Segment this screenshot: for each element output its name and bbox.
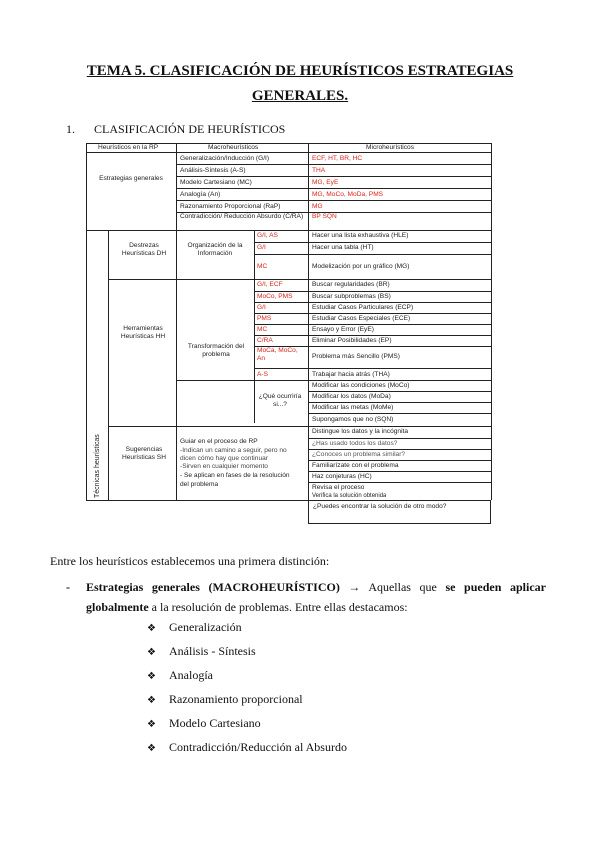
list-item: ❖ Contradicción/Reducción al Absurdo xyxy=(147,740,347,754)
paragraph xyxy=(66,577,546,617)
list-item: ❖ Análisis - Síntesis xyxy=(147,644,256,658)
list-item: ❖ Razonamiento proporcional xyxy=(147,692,303,706)
diamond-bullet-icon: ❖ xyxy=(147,671,156,682)
strategy-micro: MG xyxy=(312,203,323,210)
herramienta-micro: Estudiar Casos Particulares (ECP) xyxy=(312,304,414,311)
destrezas-macro: Organización de la Información xyxy=(187,242,243,257)
strategy-micro: MG, MoCo, MoDa, PMS xyxy=(312,191,384,198)
document-title-line-1: TEMA 5. CLASIFICACIÓN DE HEURÍSTICOS ESTRATEGIAS xyxy=(86,63,514,79)
herramientas-macro-2: ¿Qué ocurriría si...? xyxy=(258,393,302,408)
sugerencia-micro: Familiarízate con el problema xyxy=(312,462,399,469)
sugerencias-label: Sugerencias Heurísticas SH xyxy=(122,446,166,461)
paragraph-rest: a la resolución de problemas. Entre ellas destacamos: xyxy=(148,600,408,614)
diamond-bullet-icon: ❖ xyxy=(147,695,156,706)
destreza-code: MC xyxy=(257,263,268,270)
list-item: ❖ Modelo Cartesiano xyxy=(147,716,261,730)
strategy-micro: MG, EyE xyxy=(312,179,339,186)
herramientas-macro: Transformación del problema xyxy=(187,343,245,358)
herramienta-micro: Buscar subproblemas (BS) xyxy=(312,293,391,300)
herramienta-code: G/I, ECF xyxy=(257,281,283,288)
vertical-label: Técnicas heurísticas xyxy=(94,434,101,498)
diamond-bullet-icon: ❖ xyxy=(147,743,156,754)
paragraph-bold-1: Estrategias generales (MACROHEURÍSTICO) xyxy=(86,580,340,594)
strategy-micro: THA xyxy=(312,167,326,174)
dash-bullet: - xyxy=(66,580,70,594)
section-label: CLASIFICACIÓN DE HEURÍSTICOS xyxy=(94,122,286,136)
destreza-code: G/I xyxy=(257,244,266,251)
herramienta-micro: Ensayo y Error (EyE) xyxy=(312,326,374,333)
strategy-macro: Razonamiento Proporcional (RaP) xyxy=(180,203,281,210)
paragraph-bold-2: se pueden aplicar globalmente xyxy=(86,580,546,614)
herramienta-code: MoCa, MoCo, An xyxy=(257,347,298,362)
sugerencia-micro: Verifica la solución obtenida xyxy=(312,493,387,499)
section-number: 1. xyxy=(66,122,75,136)
diamond-bullet-icon: ❖ xyxy=(147,647,156,658)
table-header-micro: Microheurísticos xyxy=(366,144,415,151)
herramienta-micro: Eliminar Posibilidades (EP) xyxy=(312,337,392,344)
strategy-macro: Analogía (An) xyxy=(180,191,221,198)
strategy-macro: Modelo Cartesiano (MC) xyxy=(180,179,252,186)
sugerencias-macro-line: -Sirven en cualquier momento xyxy=(180,463,268,470)
destreza-code: G/I, AS xyxy=(257,232,278,239)
herramienta-micro: Modificar los datos (MoDa) xyxy=(312,393,391,400)
sugerencia-micro: Haz conjeturas (HC) xyxy=(312,473,372,480)
herramienta-micro: Modificar las metas (MoMe) xyxy=(312,404,394,411)
diamond-bullet-icon: ❖ xyxy=(147,719,156,730)
herramienta-micro: Estudiar Casos Especiales (ECE) xyxy=(312,315,411,322)
strategy-micro: ECF, HT, BR, HC xyxy=(312,155,363,162)
destreza-micro: Modelización por un gráfico (MG) xyxy=(312,263,410,270)
sugerencia-micro: ¿Conoces un problema similar? xyxy=(312,451,406,458)
sugerencias-macro-line: del problema xyxy=(180,481,219,488)
strategy-micro: BP SQN xyxy=(312,213,337,220)
list-item: ❖ Analogía xyxy=(147,668,213,682)
sugerencia-micro: Distingue los datos y la incógnita xyxy=(312,428,409,435)
document-title-line-2: GENERALES. xyxy=(251,88,349,104)
herramienta-micro: Supongamos que no (SQN) xyxy=(312,416,394,423)
paragraph-arrow-text: → Aquellas que xyxy=(339,580,446,594)
herramienta-code: MC xyxy=(257,326,268,333)
sugerencias-macro-line: -Indican un camino a seguir, pero no xyxy=(180,447,287,454)
list-item: ❖ Generalización xyxy=(147,620,242,634)
heuristics-table xyxy=(86,143,491,500)
herramienta-micro: Trabajar hacia atrás (THA) xyxy=(312,371,390,378)
herramienta-code: G/I xyxy=(257,304,266,311)
destrezas-label: Destrezas Heurísticas DH xyxy=(121,242,167,257)
intro-text: Entre los heurísticos establecemos una primera distinción: xyxy=(50,554,330,568)
sugerencia-last-row: ¿Puedes encontrar la solución de otro modo? xyxy=(308,500,491,524)
sugerencias-macro-title: Guiar en el proceso de RP xyxy=(180,438,258,445)
strategy-macro: Generalización/Inducción (G/I) xyxy=(180,155,270,162)
destreza-micro: Hacer una lista exhaustiva (HLE) xyxy=(312,232,409,239)
strategy-macro: Análisis-Síntesis (A-S) xyxy=(180,167,246,174)
table-header-heuristics: Heurísticos en la RP xyxy=(98,144,159,151)
herramientas-label: Herramientas Heurísticas HH xyxy=(120,325,166,340)
herramienta-micro: Problema más Sencillo (PMS) xyxy=(312,353,400,360)
herramienta-code: PMS xyxy=(257,315,272,322)
herramienta-code: A-S xyxy=(257,371,268,378)
sugerencia-micro: ¿Has usado todos los datos? xyxy=(312,440,398,447)
herramienta-code: MoCo, PMS xyxy=(257,293,293,300)
strategy-macro: Contradicción/ Reducción Absurdo (C/RA) xyxy=(180,213,304,220)
destreza-micro: Hacer una tabla (HT) xyxy=(312,244,374,251)
herramienta-code: C/RA xyxy=(257,337,273,344)
diamond-bullet-icon: ❖ xyxy=(147,623,156,634)
herramienta-micro: Buscar regularidades (BR) xyxy=(312,281,390,288)
sugerencias-macro-line: - Se aplican en fases de la resolución xyxy=(180,472,290,479)
strategies-label: Estrategias generales xyxy=(99,175,163,182)
sugerencia-micro: Revisa el proceso xyxy=(312,484,365,491)
table-header-macro: Macroheurísticos xyxy=(208,144,259,151)
sugerencias-macro-line: dicen cómo hay que continuar xyxy=(180,455,268,462)
herramienta-micro: Modificar las condiciones (MoCo) xyxy=(312,382,410,389)
